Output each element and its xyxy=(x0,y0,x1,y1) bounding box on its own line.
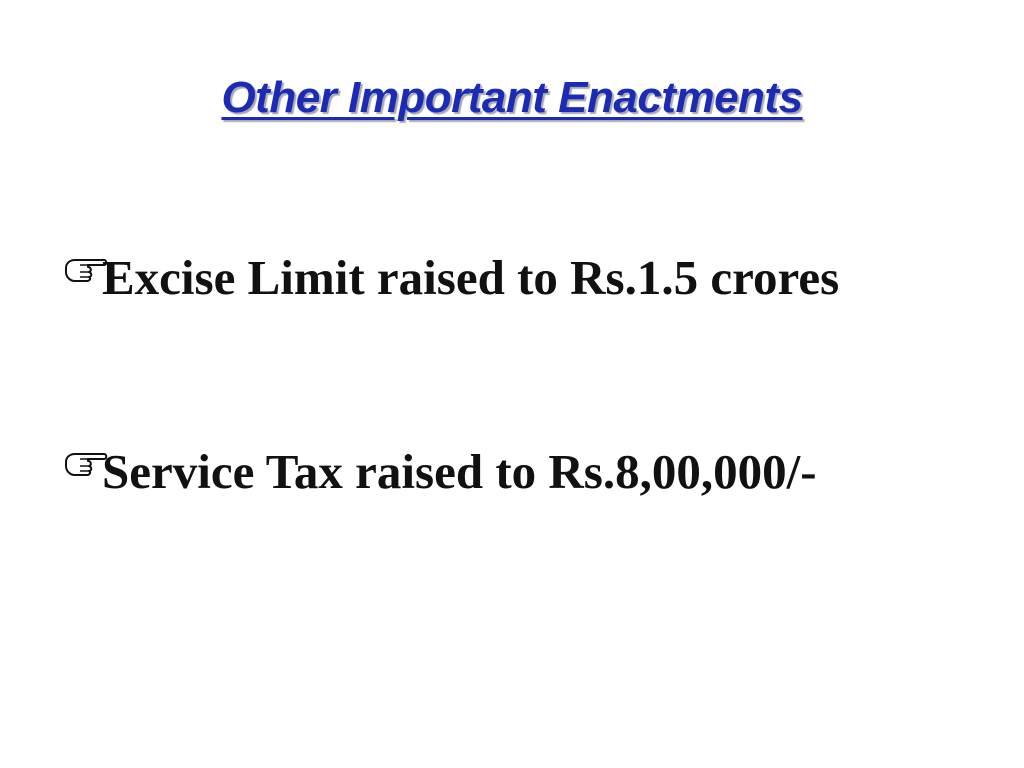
pointing-hand-icon xyxy=(64,450,110,476)
slide-title: Other Important Enactments xyxy=(221,73,803,122)
bullet-item xyxy=(66,440,946,504)
pointing-hand-icon xyxy=(64,256,110,282)
bullet-item xyxy=(66,246,946,310)
bullet-text: Excise Limit raised to Rs.1.5 crores xyxy=(102,250,840,305)
bullet-text: Service Tax raised to Rs.8,00,000/- xyxy=(102,444,817,499)
bullet-list xyxy=(66,246,946,504)
